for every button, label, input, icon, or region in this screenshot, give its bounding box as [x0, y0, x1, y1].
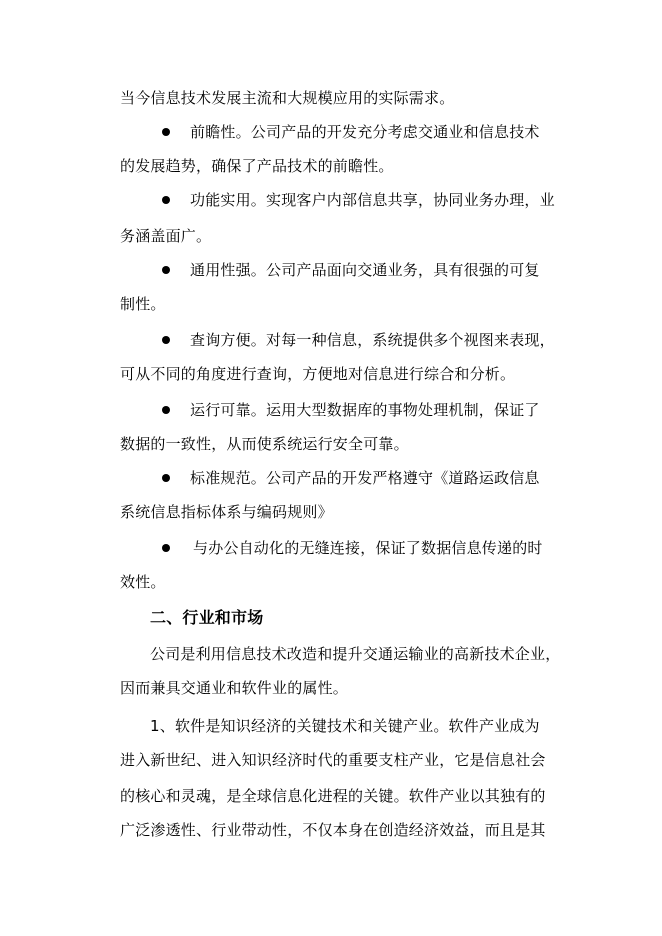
paragraph-line: 广泛渗透性、行业带动性，不仅本身在创造经济效益，而且是其	[120, 821, 546, 839]
paragraph-line: 进入新世纪、进入知识经济时代的重要支柱产业，它是信息社会	[120, 751, 546, 769]
bullet-item-text: 查询方便。对每一种信息，系统提供多个视图来表现，	[190, 331, 555, 349]
bullet-item-text: 通用性强。公司产品面向交通业务，具有很强的可复	[190, 261, 540, 279]
bullet-icon	[162, 406, 170, 414]
bullet-icon	[162, 336, 170, 344]
paragraph-line: 务涵盖面广。	[120, 227, 212, 245]
paragraph-line: 当今信息技术发展主流和大规模应用的实际需求。	[120, 89, 455, 107]
bullet-icon	[162, 544, 170, 552]
bullet-icon	[162, 128, 170, 136]
paragraph-line: 因而兼具交通业和软件业的属性。	[120, 679, 349, 697]
bullet-icon	[162, 266, 170, 274]
paragraph-line: 效性。	[120, 573, 166, 591]
paragraph-line: 的发展趋势，确保了产品技术的前瞻性。	[120, 157, 394, 175]
bullet-icon	[162, 196, 170, 204]
paragraph-line: 系统信息指标体系与编码规则》	[120, 503, 333, 521]
paragraph-line: 可从不同的角度进行查询，方便地对信息进行综合和分析。	[120, 365, 516, 383]
bullet-item-text: 运行可靠。运用大型数据库的事物处理机制，保证了	[190, 401, 540, 419]
bullet-icon	[162, 474, 170, 482]
bullet-item-text: 标准规范。公司产品的开发严格遵守《道路运政信息	[190, 469, 540, 487]
paragraph-line: 1、软件是知识经济的关键技术和关键产业。软件产业成为	[150, 717, 540, 735]
section-heading: 二、行业和市场	[150, 608, 264, 627]
bullet-item-text: 前瞻性。公司产品的开发充分考虑交通业和信息技术	[190, 123, 540, 141]
paragraph-line: 制性。	[120, 295, 166, 313]
bullet-item-text: 功能实用。实现客户内部信息共享，协同业务办理，业	[190, 191, 555, 209]
paragraph-line: 数据的一致性，从而使系统运行安全可靠。	[120, 435, 409, 453]
paragraph-line: 公司是利用信息技术改造和提升交通运输业的高新技术企业，	[150, 645, 561, 663]
paragraph-line: 的核心和灵魂，是全球信息化进程的关键。软件产业以其独有的	[120, 787, 546, 805]
bullet-item-text: 与办公自动化的无缝连接，保证了数据信息传递的时	[193, 539, 543, 557]
